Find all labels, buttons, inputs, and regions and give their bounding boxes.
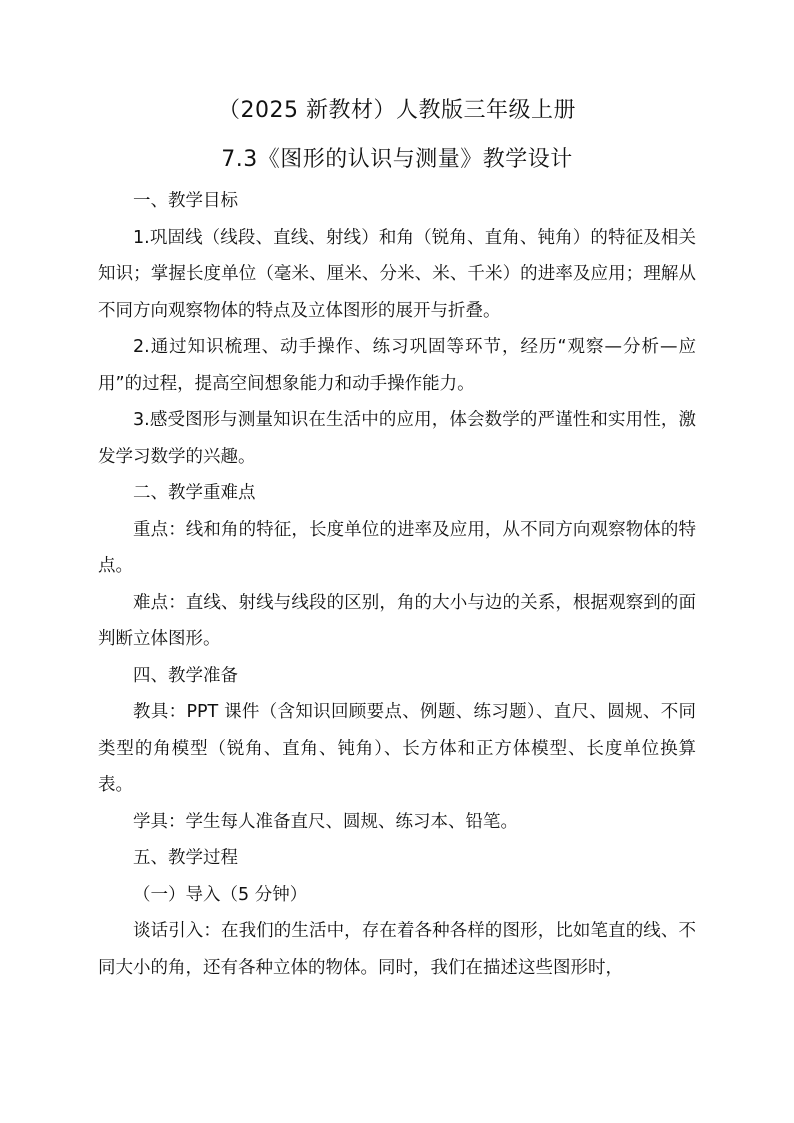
text-line: 、不同大小的角，还有各种立体的物体。同时，我们在描述这些图形时， xyxy=(98,921,697,978)
subsection-heading-intro xyxy=(98,877,696,914)
text-line: 相关知识；掌握长度单位（毫米、厘米、分米、米、千米）的进率及应用 xyxy=(98,227,696,284)
text-line: 重点：线和角的特征，长度单位的进率及应用，从不同方向观察物体 xyxy=(133,519,661,540)
difficult-points xyxy=(98,585,696,658)
document-subtitle: 7.3《图形的认识与测量》教学设计 xyxy=(221,147,573,172)
student-materials xyxy=(98,804,696,841)
text-line: 四、教学准备 xyxy=(133,665,238,686)
text-line: 学具：学生每人准备直尺、圆规、练习本、铅笔。 xyxy=(133,811,518,832)
text-line: 3.感受图形与测量知识在生活中的应用，体会数学的严谨性和实用性 xyxy=(133,410,661,430)
key-points xyxy=(98,512,696,585)
objective-3 xyxy=(98,402,696,475)
text-line: 1.巩固线（线段、直线、射线）和角（锐角、直角、钝角）的特征及 xyxy=(133,227,661,248)
text-line: （一）导入（5 分钟） xyxy=(133,884,308,905)
text-line: ，激发学习数学的兴趣。 xyxy=(98,410,696,467)
text-line: 一、教学目标 xyxy=(133,191,238,211)
document-body xyxy=(98,183,696,986)
document-title: （2025 新教材）人教版三年级上册 xyxy=(218,98,576,123)
text-line: 位换算表。 xyxy=(98,738,696,795)
section-heading-preparation xyxy=(98,658,696,695)
section-heading-objectives xyxy=(98,183,696,220)
objective-1 xyxy=(98,220,696,330)
text-line: 的面判断立体图形。 xyxy=(98,592,697,649)
text-line: 的特点。 xyxy=(98,519,697,576)
text-line: ；理解从不同方向观察物体的特点及立体图形的展开与折叠。 xyxy=(98,264,697,321)
text-line: 难点：直线、射线与线段的区别，角的大小与边的关系，根据观察到 xyxy=(133,592,661,613)
section-heading-process xyxy=(98,840,696,877)
teaching-aids xyxy=(98,694,696,804)
text-line: 二、教学重难点 xyxy=(133,483,256,503)
text-line: 2.通过知识梳理、动手操作、练习巩固等环节，经历“观察—分析— xyxy=(133,337,678,357)
text-line: 五、教学过程 xyxy=(133,848,238,868)
text-line: 教具：PPT 课件（含知识回顾要点、例题、练习题）、直尺、圆规、 xyxy=(133,702,661,722)
section-heading-key-points xyxy=(98,475,696,512)
text-line: 应用”的过程，提高空间想象能力和动手操作能力。 xyxy=(98,337,697,394)
text-line: 不同类型的角模型（锐角、直角、钝角）、长方体和正方体模型、长度单 xyxy=(98,702,697,759)
intro-paragraph xyxy=(98,913,696,986)
text-line: 谈话引入：在我们的生活中，存在着各种各样的图形，比如笔直的线 xyxy=(133,921,661,941)
objective-2 xyxy=(98,329,696,402)
